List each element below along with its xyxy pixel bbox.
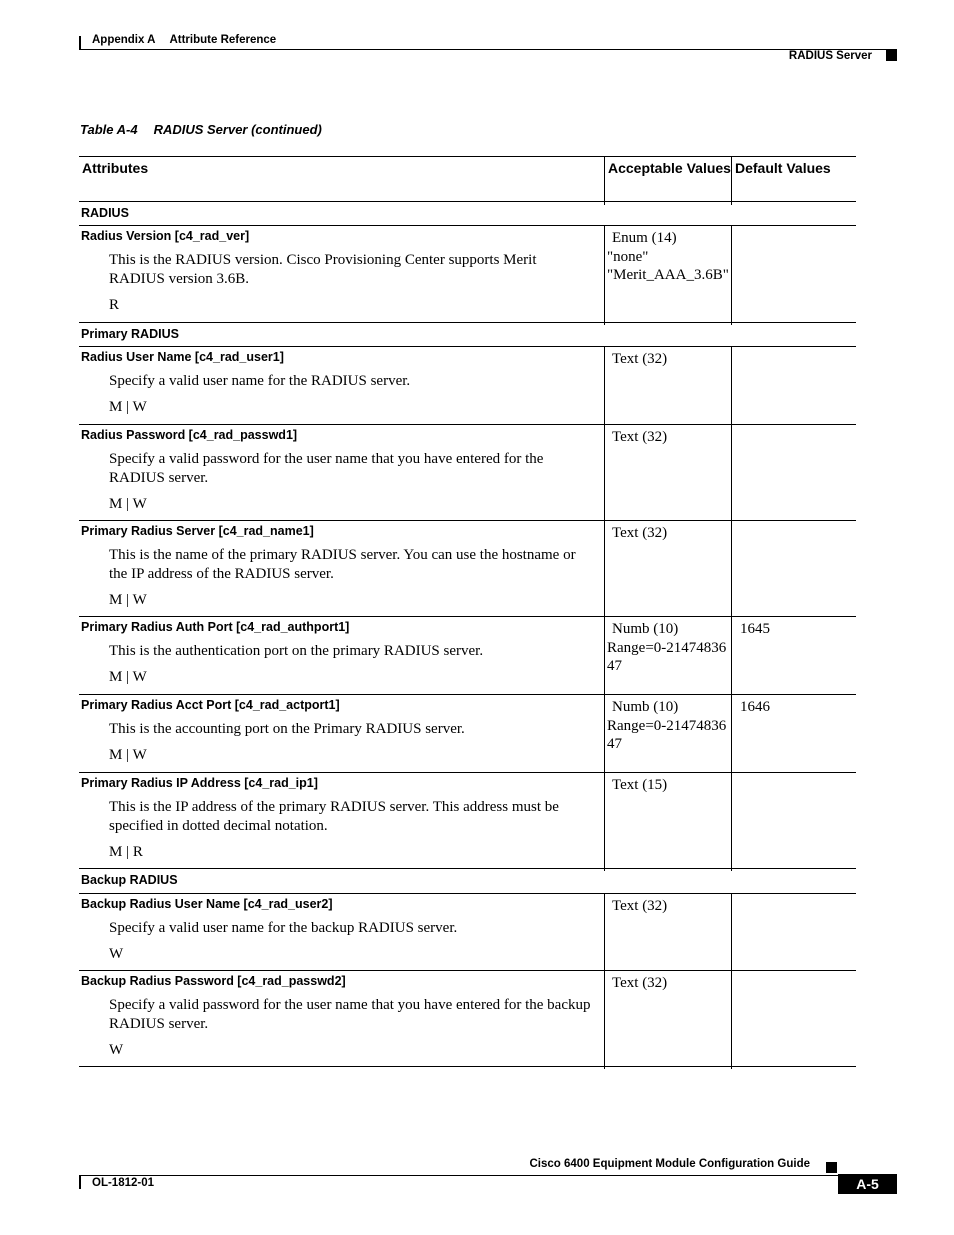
value-line: Text (32) <box>612 975 668 991</box>
attribute-description: This is the RADIUS version. Cisco Provisioning Center supports Merit RADIUS version 3.6B. <box>109 252 537 287</box>
default-value-cell <box>731 226 873 325</box>
attribute-name: Radius Password [c4_rad_passwd1] <box>81 428 298 442</box>
table-row <box>79 617 856 695</box>
attribute-flags: M | W <box>109 496 147 512</box>
chapter-label: Attribute Reference <box>169 34 277 46</box>
default-value-cell <box>731 971 873 1069</box>
section-row <box>79 323 856 347</box>
footer-rule <box>79 1175 838 1176</box>
footer-marker <box>826 1162 837 1173</box>
table-row <box>79 425 856 521</box>
caption-title: RADIUS Server (continued) <box>153 122 322 137</box>
header-rule <box>79 49 897 50</box>
value-line: "none" <box>607 248 649 265</box>
section-title: Backup RADIUS <box>81 873 178 887</box>
attribute-description: This is the accounting port on the Primary RADIUS server. <box>109 721 465 737</box>
caption-label: Table A-4 <box>80 122 138 137</box>
header-marker <box>886 50 897 61</box>
running-header <box>92 34 276 46</box>
value-line: Range=0-2147483647 <box>607 639 727 674</box>
attribute-cell <box>79 347 604 417</box>
header-attributes: Attributes <box>82 160 149 176</box>
value-line: Enum (14) <box>612 230 677 246</box>
attribute-name: Primary Radius IP Address [c4_rad_ip1] <box>81 776 318 790</box>
table-row <box>79 695 856 773</box>
acceptable-values-cell <box>604 617 735 697</box>
attribute-flags: M | W <box>109 399 147 415</box>
attribute-flags: M | W <box>109 747 147 763</box>
value-line: Text (15) <box>612 777 668 793</box>
attribute-table <box>79 156 856 1067</box>
attribute-cell <box>79 226 604 315</box>
section-title: RADIUS <box>81 206 129 220</box>
attribute-cell <box>79 773 604 862</box>
header-acceptable-values: Acceptable Values <box>604 157 737 205</box>
footer-rule-vertical <box>79 1175 81 1189</box>
attribute-description: This is the name of the primary RADIUS server. You can use the hostname or the IP address of the RADIUS server. <box>109 547 576 582</box>
table-row <box>79 347 856 425</box>
attribute-name: Radius User Name [c4_rad_user1] <box>81 350 284 364</box>
acceptable-values-cell <box>604 773 735 871</box>
attribute-name: Primary Radius Auth Port [c4_rad_authport1] <box>81 620 350 634</box>
value-line: Text (32) <box>612 429 668 445</box>
page-number: A-5 <box>838 1174 897 1194</box>
doc-number: OL-1812-01 <box>92 1177 155 1189</box>
value-line: Text (32) <box>612 351 668 367</box>
attribute-name: Backup Radius Password [c4_rad_passwd2] <box>81 974 346 988</box>
header-default-values: Default Values <box>731 157 863 205</box>
value-line: Text (32) <box>612 525 668 541</box>
appendix-label: Appendix A <box>92 34 156 46</box>
acceptable-values-cell <box>604 425 735 523</box>
table-header-row <box>79 156 856 202</box>
attribute-description: Specify a valid password for the user name that you have entered for the backup RADIUS server. <box>109 997 591 1032</box>
attribute-flags: R <box>109 297 120 313</box>
attribute-name: Primary Radius Server [c4_rad_name1] <box>81 524 314 538</box>
attribute-name: Primary Radius Acct Port [c4_rad_actport1] <box>81 698 340 712</box>
attribute-name: Backup Radius User Name [c4_rad_user2] <box>81 897 333 911</box>
attribute-cell <box>79 617 604 687</box>
section-row <box>79 202 856 226</box>
default-value-cell <box>731 521 873 619</box>
acceptable-values-cell <box>604 226 735 325</box>
default-value-cell: 1646 <box>731 695 873 775</box>
acceptable-values-cell <box>604 521 735 619</box>
attribute-name: Radius Version [c4_rad_ver] <box>81 229 250 243</box>
default-value-cell <box>731 773 873 871</box>
header-rule-vertical <box>79 36 81 50</box>
section-row <box>79 869 856 894</box>
acceptable-values-cell <box>604 347 735 427</box>
value-line: Numb (10) <box>612 699 679 715</box>
default-value-cell: 1645 <box>731 617 873 697</box>
attribute-description: This is the IP address of the primary RADIUS server. This address must be specified in dotted decimal notation. <box>109 799 559 834</box>
attribute-flags: W <box>109 1042 124 1058</box>
acceptable-values-cell <box>604 971 735 1069</box>
attribute-cell <box>79 894 604 964</box>
attribute-description: Specify a valid user name for the backup RADIUS server. <box>109 920 458 936</box>
section-title: Primary RADIUS <box>81 327 179 341</box>
attribute-description: Specify a valid user name for the RADIUS server. <box>109 373 411 389</box>
acceptable-values-cell <box>604 894 735 973</box>
section-label: RADIUS Server <box>788 50 872 62</box>
table-row <box>79 226 856 323</box>
default-value-cell <box>731 894 873 973</box>
default-value-cell <box>731 425 873 523</box>
attribute-cell <box>79 971 604 1060</box>
value-line: Range=0-2147483647 <box>607 717 727 752</box>
attribute-flags: M | R <box>109 844 143 860</box>
value-line: Numb (10) <box>612 621 679 637</box>
acceptable-values-cell <box>604 695 735 775</box>
table-caption <box>80 122 322 137</box>
default-value-cell <box>731 347 873 427</box>
attribute-flags: W <box>109 946 124 962</box>
attribute-cell <box>79 695 604 765</box>
attribute-description: Specify a valid password for the user name that you have entered for the RADIUS server. <box>109 451 544 486</box>
attribute-flags: M | W <box>109 669 147 685</box>
value-line: "Merit_AAA_3.6B" <box>607 267 729 283</box>
value-line: Text (32) <box>612 898 668 914</box>
attribute-description: This is the authentication port on the primary RADIUS server. <box>109 643 484 659</box>
guide-title: Cisco 6400 Equipment Module Configuration Guide <box>529 1158 810 1170</box>
attribute-cell <box>79 425 604 514</box>
table-row <box>79 521 856 617</box>
attribute-cell <box>79 521 604 610</box>
table-row <box>79 971 856 1067</box>
attribute-flags: M | W <box>109 592 147 608</box>
table-row <box>79 773 856 869</box>
table-row <box>79 894 856 971</box>
